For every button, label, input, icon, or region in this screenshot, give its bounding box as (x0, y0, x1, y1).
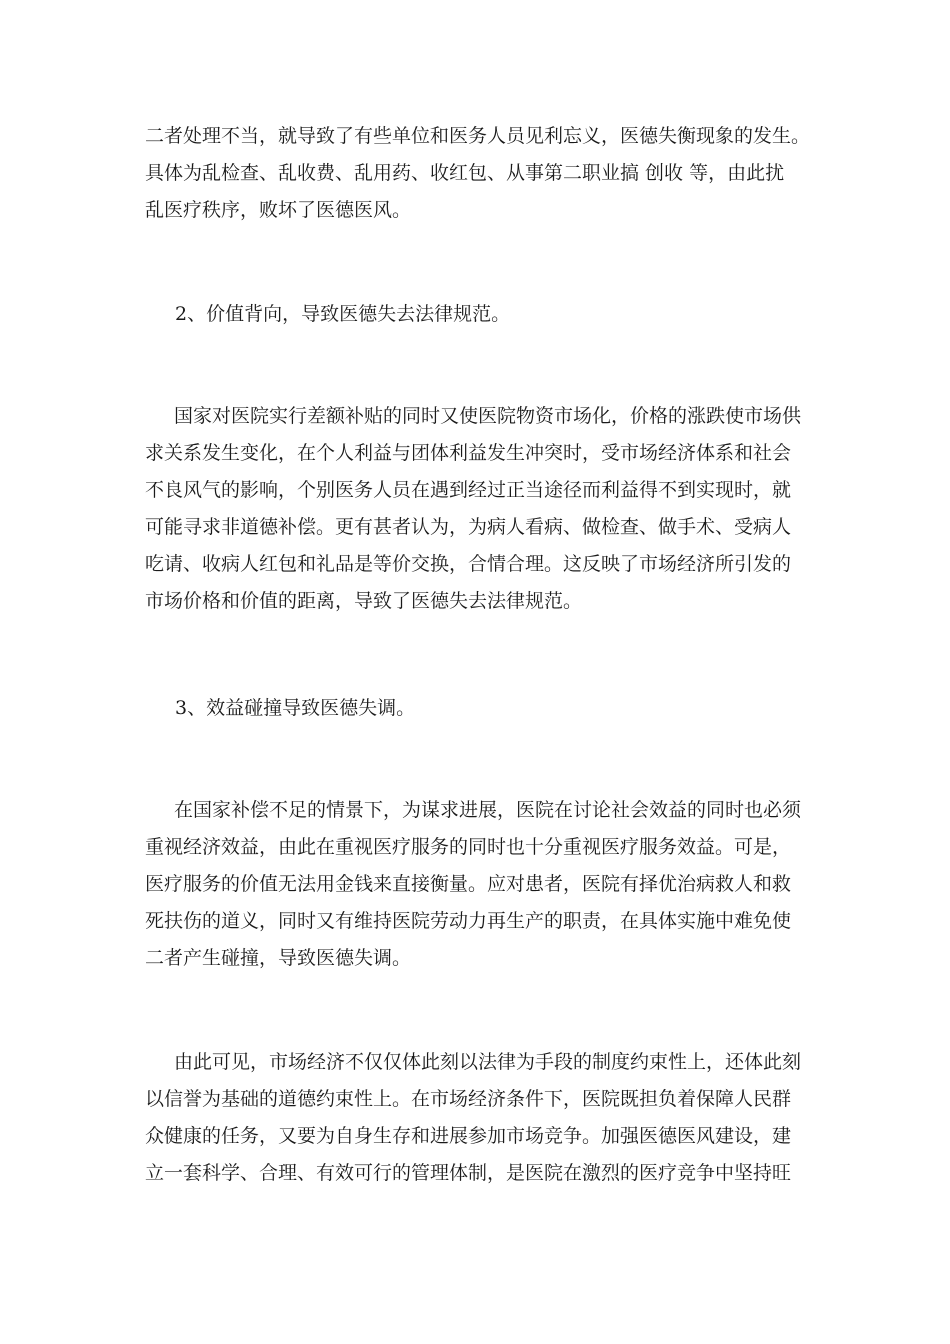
paragraph-line: 不良风气的影响，个别医务人员在遇到经过正当途径而利益得不到实现时，就 (145, 479, 792, 501)
paragraph-2 (145, 398, 810, 620)
paragraph-line: 吃请、收病人红包和礼品是等价交换，合情合理。这反映了市场经济所引发的 (145, 553, 792, 575)
paragraph-line: 重视经济效益，由此在重视医疗服务的同时也十分重视医疗服务效益。可是， (145, 836, 792, 858)
paragraph-line: 乱医疗秩序，败坏了医德医风。 (145, 199, 412, 221)
paragraph-3 (145, 792, 810, 977)
section-heading-3: 3、效益碰撞导致医德失调。 (175, 697, 416, 719)
paragraph-line: 死扶伤的道义，同时又有维持医院劳动力再生产的职责，在具体实施中难免使 (145, 910, 792, 932)
paragraph-line: 具体为乱检查、乱收费、乱用药、收红包、从事第二职业搞 创收 等，由此扰 (145, 162, 785, 184)
paragraph-4 (145, 1044, 810, 1192)
paragraph-1 (145, 118, 810, 229)
paragraph-line: 可能寻求非道德补偿。更有甚者认为，为病人看病、做检查、做手术、受病人 (145, 516, 792, 538)
paragraph-line: 二者产生碰撞，导致医德失调。 (145, 947, 412, 969)
paragraph-line: 众健康的任务，又要为自身生存和进展参加市场竞争。加强医德医风建设，建 (145, 1125, 792, 1147)
paragraph-line: 国家对医院实行差额补贴的同时又使医院物资市场化，价格的涨跌使市场供 (174, 405, 802, 427)
paragraph-line: 求关系发生变化，在个人利益与团体利益发生冲突时，受市场经济体系和社会 (145, 442, 792, 464)
paragraph-line: 二者处理不当，就导致了有些单位和医务人员见利忘义，医德失衡现象的发生。 (145, 125, 811, 147)
section-heading-2: 2、价值背向，导致医德失去法律规范。 (175, 303, 511, 325)
paragraph-line: 在国家补偿不足的情景下，为谋求进展，医院在讨论社会效益的同时也必须 (174, 799, 802, 821)
paragraph-line: 由此可见，市场经济不仅仅体此刻以法律为手段的制度约束性上，还体此刻 (174, 1051, 802, 1073)
paragraph-line: 市场价格和价值的距离，导致了医德失去法律规范。 (145, 590, 583, 612)
paragraph-line: 立一套科学、合理、有效可行的管理体制，是医院在激烈的医疗竞争中坚持旺 (145, 1162, 792, 1184)
paragraph-line: 医疗服务的价值无法用金钱来直接衡量。应对患者，医院有择优治病救人和救 (145, 873, 792, 895)
paragraph-line: 以信誉为基础的道德约束性上。在市场经济条件下，医院既担负着保障人民群 (145, 1088, 792, 1110)
